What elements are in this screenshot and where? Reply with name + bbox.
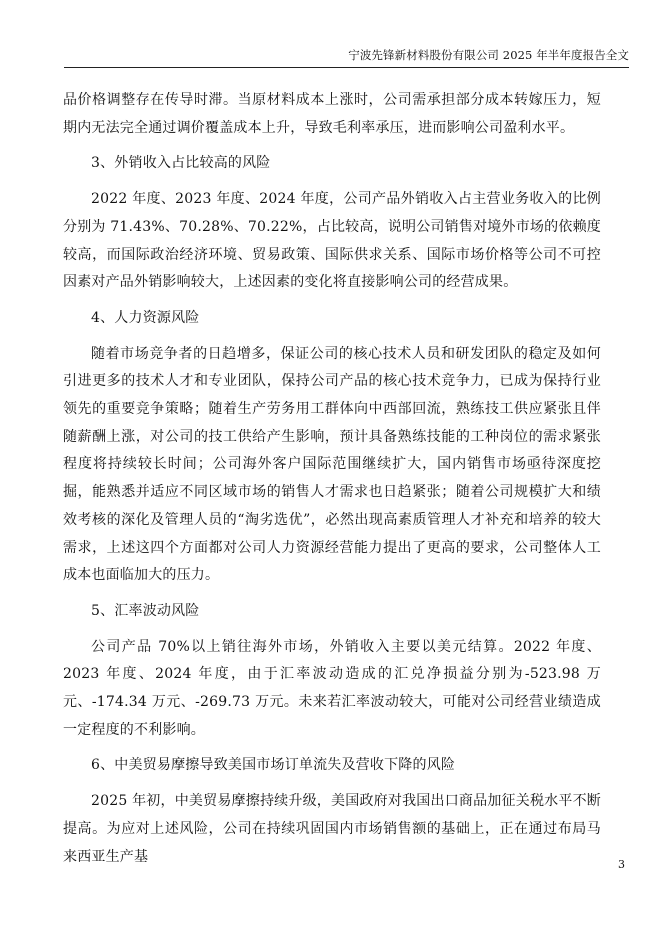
header-divider (64, 67, 629, 68)
section-heading-fx-risk: 5、汇率波动风险 (91, 602, 200, 619)
section-heading-export-risk: 3、外销收入占比较高的风险 (91, 155, 271, 172)
paragraph-raw-material-continued: 品价格调整存在传导时滞。当原材料成本上涨时，公司需承担部分成本转嫁压力，短期内无法完全通过调价覆盖成本上升，导致毛利率承压，进而影响公司盈利水平。 (63, 92, 601, 136)
paragraph-trade-friction-risk: 2025 年初，中美贸易摩擦持续升级，美国政府对我国出口商品加征关税水平不断提高。为应对上述风险，公司在持续巩固国内市场销售额的基础上，正在通过布局马来西亚生产基 (63, 793, 601, 865)
report-header-title: 宁波先锋新材料股份有限公司 2025 年半年度报告全文 (348, 48, 629, 62)
section-heading-hr-risk: 4、人力资源风险 (91, 309, 200, 326)
document-body (63, 87, 601, 871)
paragraph-export-risk: 2022 年度、2023 年度、2024 年度，公司产品外销收入占主营业务收入的比例分别为 71.43%、70.28%、70.22%，占比较高，说明公司销售对境外市场的依赖度较高，而国际政治经济环境、贸易政策、国际供求关系、国际市场价格等公司不可控因素对产品外销影响较大，上述因素的变化将直接影响公司的经营成果。 (63, 191, 601, 291)
section-heading-trade-friction-risk: 6、中美贸易摩擦导致美国市场订单流失及营收下降的风险 (91, 757, 456, 774)
paragraph-fx-risk: 公司产品 70%以上销往海外市场，外销收入主要以美元结算。2022 年度、2023 年度、2024 年度，由于汇率波动造成的汇兑净损益分别为-523.98 万元、-174.34 万元、-269.73 万元。未来若汇率波动较大，可能对公司经营业绩造成一定程度的不利影响。 (63, 638, 601, 738)
page-number: 3 (618, 858, 625, 871)
paragraph-hr-risk: 随着市场竞争者的日趋增多，保证公司的核心技术人员和研发团队的稳定及如何引进更多的技术人才和专业团队，保持公司产品的核心技术竞争力，已成为保持行业领先的重要竞争策略；随着生产劳务用工群体向中西部回流，熟练技工供应紧张且伴随薪酬上涨，对公司的技工供给产生影响，预计具备熟练技能的工种岗位的需求紧张程度将持续较长时间；公司海外客户国际范围继续扩大，国内销售市场亟待深度挖掘，能熟悉并适应不同区域市场的销售人才需求也日趋紧张；随着公司规模扩大和绩效考核的深化及管理人员的“淘劣选优”，必然出现高素质管理人才补充和培养的较大需求，上述这四个方面都对公司人力资源经营能力提出了更高的要求，公司整体人工成本也面临加大的压力。 (63, 345, 601, 584)
